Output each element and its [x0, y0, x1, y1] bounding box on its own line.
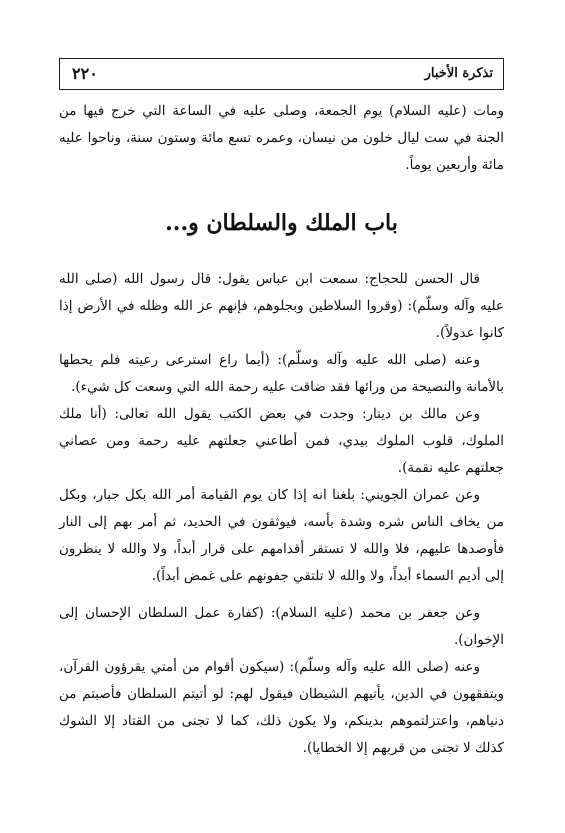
paragraph: قال الحسن للحجاج: سمعت ابن عباس يقول: قال رسول الله (صلى الله عليه وآله وسلّم): (وقروا السلاطين وبجلوهم، فإنهم عز الله وظله في الأرض إذا كانوا عدولاً). — [59, 271, 504, 341]
page-header — [59, 58, 504, 90]
paragraph: وعن عمران الجويني: بلغنا انه إذا كان يوم القيامة أمر الله بكل جبار، وبكل من يخاف الناس شره وشدة بأسه، فيوثقون في الحديد، ثم أمر بهم إلى النار فأوصدها عليهم، فلا والله لا تستقر أقدامهم على قرار أبداً، ولا والله لا ينظرون إلى أديم السماء أبداً، ولا والله لا تلتقي جفونهم على غمض أبداً). — [59, 487, 504, 584]
paragraph: وعنه (صلى الله عليه وآله وسلّم): (أيما راع استرعى رعيته فلم يحطها بالأمانة والنصيحة من ورائها فقد ضاقت عليه رحمة الله التي وسعت كل شيء). — [59, 352, 504, 395]
paragraph: وعنه (صلى الله عليه وآله وسلّم): (سيكون أقوام من أمتي يقرؤون القرآن، ويتفقهون في الدين، يأتيهم الشيطان فيقول لهم: لو أتيتم السلطان فأصبتم من دنياهم، واعتزلتموهم بدينكم، ولا يكون ذلك، كما لا تجنى من القتاد إلا الشوك كذلك لا تجنى من قربهم إلا الخطايا). — [59, 659, 504, 756]
chapter-title: باب الملك والسلطان و... — [165, 210, 398, 236]
paragraph: ومات (عليه السلام) يوم الجمعة، وصلى عليه في الساعة التي خرج فيها من الجنة في ست ليال خلون من نيسان، وعمره تسع مائة وستون سنة، وناحوا عليه مائة وأربعين يوماً. — [59, 103, 504, 173]
paragraph: وعن جعفر بن محمد (عليه السلام): (كفارة عمل السلطان الإحسان إلى الإخوان). — [59, 605, 504, 648]
page-number: ٢٢٠ — [72, 64, 98, 83]
paragraph: وعن مالك بن دينار: وجدت في بعض الكتب يقول الله تعالى: (أنا ملك الملوك، قلوب الملوك بيدي، فمن أطاعني جعلتهم عليه رحمة ومن عصاني جعلتهم عليه نقمة). — [59, 406, 504, 476]
book-title: تذكرة الأخبار — [424, 66, 493, 81]
